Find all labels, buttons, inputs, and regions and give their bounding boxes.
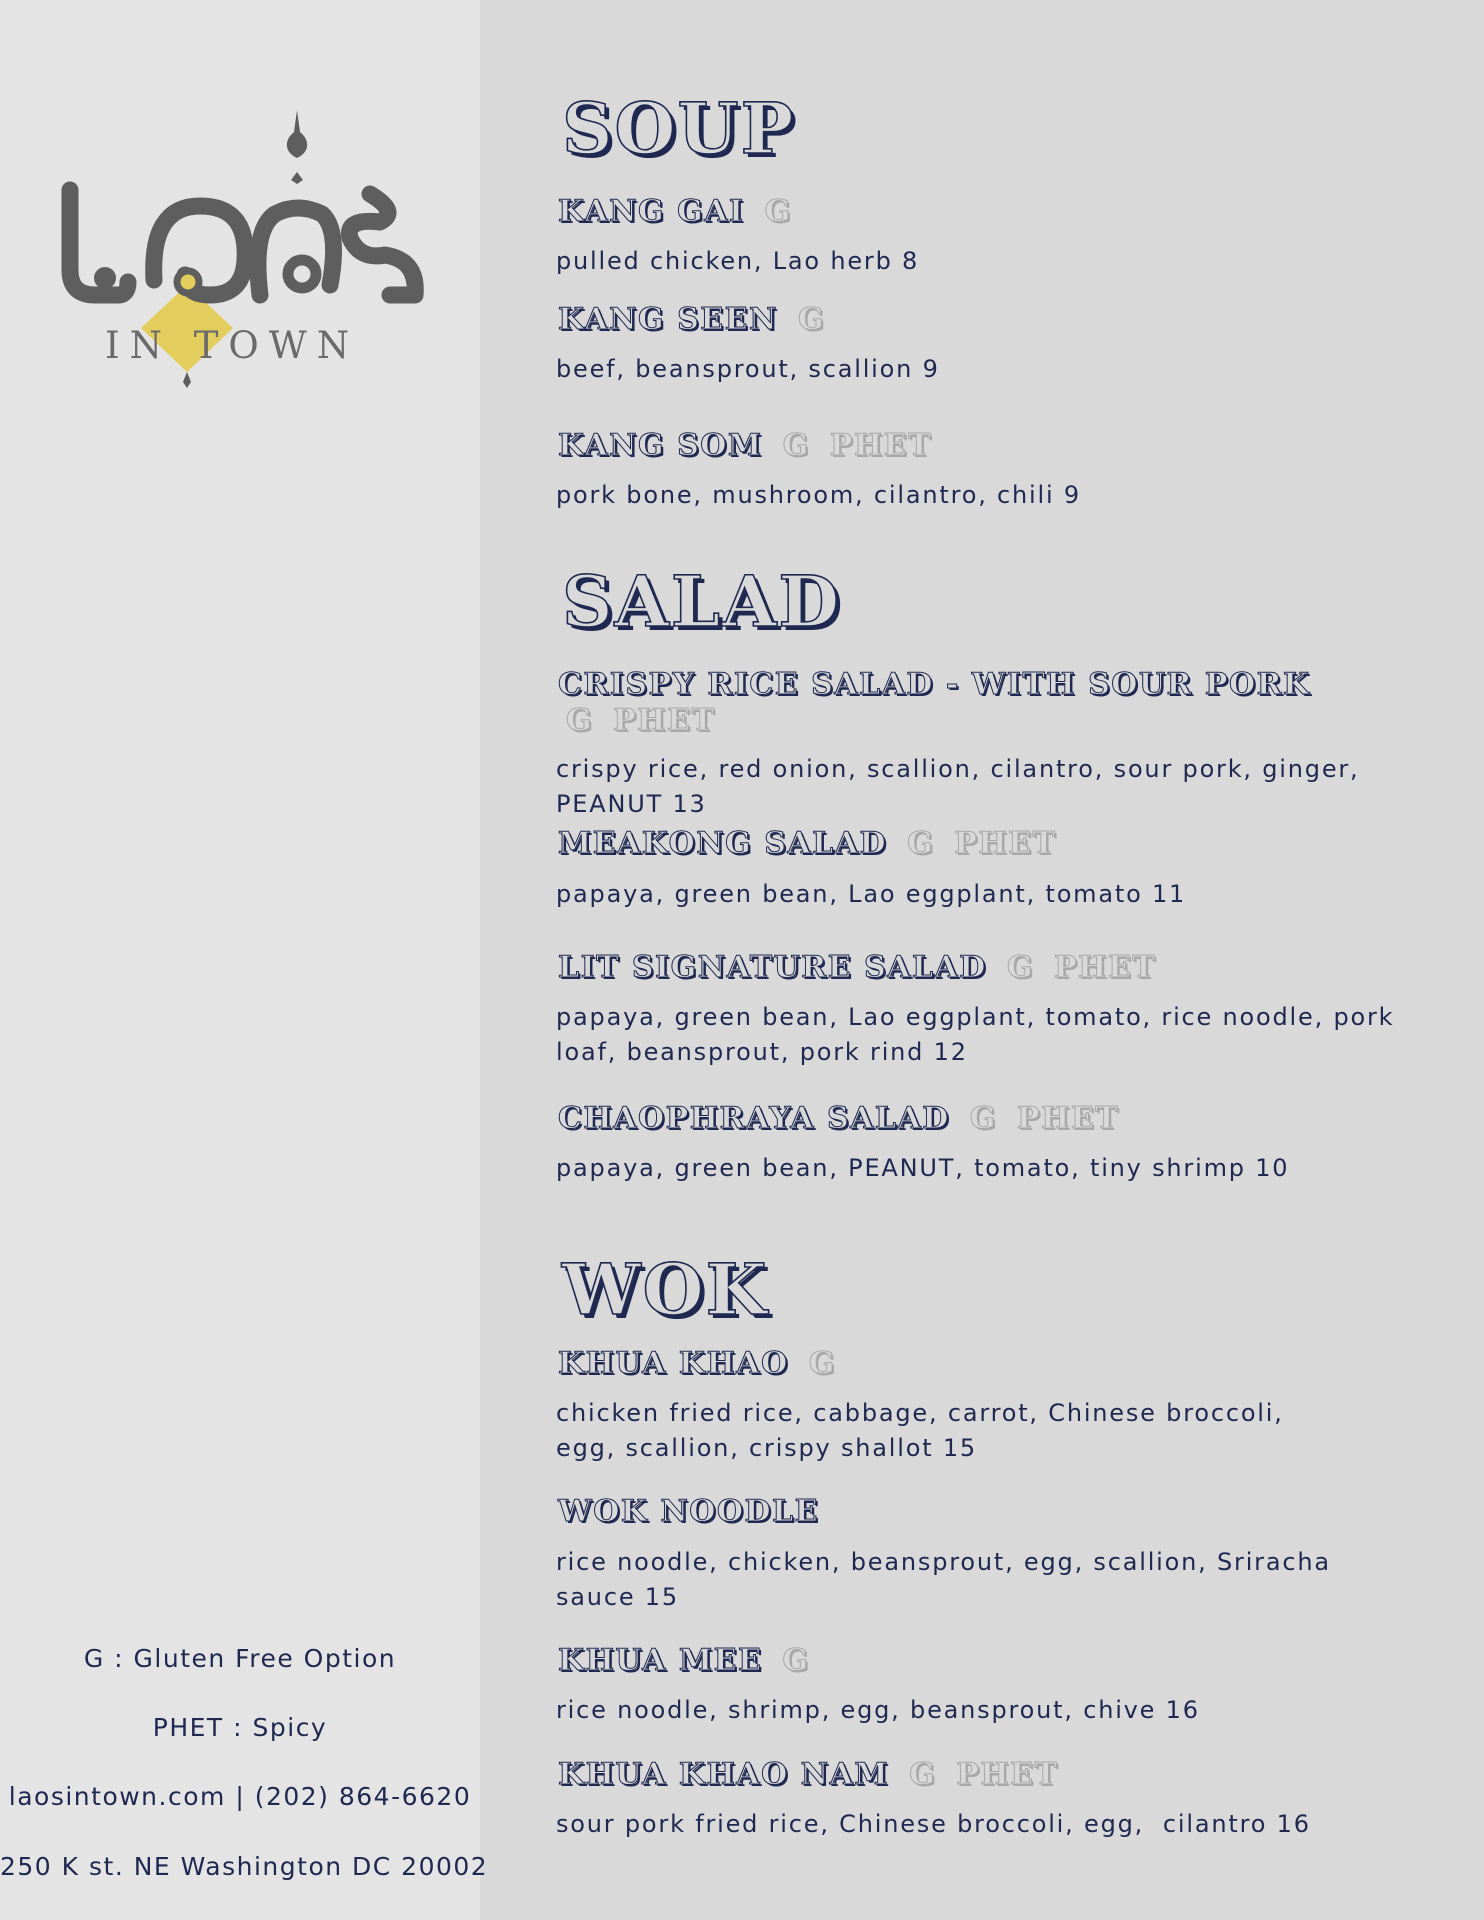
- spicy-tag: PHET: [1016, 1101, 1120, 1136]
- item-name: LIT SIGNATURE SALAD G PHET: [558, 950, 1157, 985]
- spicy-tag: PHET: [1053, 950, 1157, 985]
- spicy-tag: PHET: [613, 703, 716, 738]
- item-description: pork bone, mushroom, cilantro, chili 9: [556, 481, 1081, 509]
- item-tags: [556, 703, 715, 739]
- legend-spicy: PHET : Spicy: [152, 1713, 328, 1742]
- gluten-free-tag: G: [1006, 950, 1034, 985]
- gluten-free-tag: G: [808, 1346, 836, 1381]
- item-name: CRISPY RICE SALAD - WITH SOUR PORK: [558, 667, 1311, 702]
- gluten-free-tag: G: [909, 1757, 937, 1792]
- section-title-soup: SOUP: [562, 87, 796, 170]
- item-name: WOK NOODLE: [558, 1494, 820, 1529]
- address-line: 250 K st. NE Washington DC 20002: [0, 1852, 489, 1881]
- spicy-tag: PHET: [829, 428, 932, 463]
- item-name: KHUA KHAO G: [558, 1346, 836, 1381]
- gluten-free-tag: G: [969, 1101, 997, 1136]
- item-description: papaya, green bean, Lao eggplant, tomato, rice noodle, pork loaf, beansprout, pork rind 12: [556, 1003, 1395, 1066]
- item-description: sour pork fried rice, Chinese broccoli, egg, cilantro 16: [556, 1810, 1311, 1838]
- item-description: pulled chicken, Lao herb 8: [556, 247, 920, 275]
- logo-letterforms: [70, 190, 415, 295]
- item-description: beef, beansprout, scallion 9: [556, 355, 940, 383]
- contact-line: laosintown.com | (202) 864-6620: [8, 1782, 472, 1811]
- spire-shape: [287, 110, 307, 158]
- gluten-free-tag: G: [782, 1643, 810, 1678]
- item-description: papaya, green bean, Lao eggplant, tomato 11: [556, 880, 1187, 908]
- gluten-free-tag: G: [764, 194, 792, 229]
- item-description: chicken fried rice, cabbage, carrot, Chinese broccoli, egg, scallion, crispy shallot 15: [556, 1399, 1284, 1462]
- item-name: KHUA MEE G: [558, 1643, 810, 1678]
- section-title-wok: WOK: [562, 1248, 769, 1331]
- section-title-salad: SALAD: [562, 560, 842, 643]
- item-description: rice noodle, chicken, beansprout, egg, scallion, Sriracha sauce 15: [556, 1548, 1331, 1611]
- item-name: MEAKONG SALAD G PHET: [558, 826, 1057, 861]
- spicy-tag: PHET: [956, 1757, 1059, 1792]
- item-name: CHAOPHRAYA SALAD G PHET: [558, 1101, 1120, 1136]
- spicy-tag: PHET: [954, 826, 1057, 861]
- item-name: KANG SEEN G: [558, 302, 826, 337]
- gluten-free-tag: G: [797, 302, 826, 337]
- item-name: KANG SOM G PHET: [558, 428, 932, 463]
- item-description: rice noodle, shrimp, egg, beansprout, chive 16: [556, 1696, 1200, 1724]
- menu-main: [556, 0, 1456, 1920]
- item-name: KANG GAI G: [558, 194, 792, 229]
- legend-gluten-free: G : Gluten Free Option: [83, 1644, 397, 1673]
- logo-subtitle: IN TOWN: [105, 324, 360, 367]
- item-description: papaya, green bean, PEANUT, tomato, tiny shrimp 10: [556, 1154, 1290, 1182]
- gluten-free-tag: G: [782, 428, 810, 463]
- item-name: KHUA KHAO NAM G PHET: [558, 1757, 1059, 1792]
- gluten-free-tag: G: [566, 703, 594, 738]
- laos-in-town-logo: [50, 110, 440, 390]
- item-description: crispy rice, red onion, scallion, cilantro, sour pork, ginger, PEANUT 13: [556, 755, 1360, 818]
- sidebar: [0, 0, 489, 1920]
- gluten-free-tag: G: [907, 826, 935, 861]
